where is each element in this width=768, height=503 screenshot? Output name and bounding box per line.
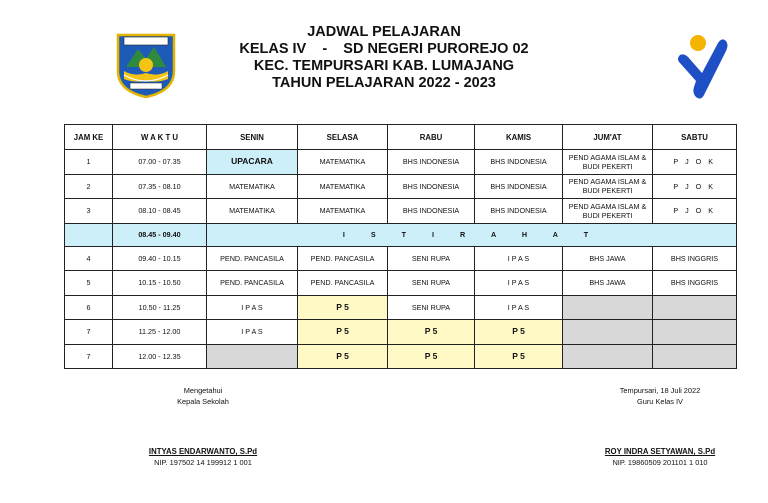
cell-sabtu: BHS INGGRIS <box>653 271 737 296</box>
table-row <box>65 320 737 345</box>
cell-time: 07.35 - 08.10 <box>113 174 207 199</box>
cell-rabu: SENI RUPA <box>388 246 475 271</box>
table-row <box>65 271 737 296</box>
sig-right-line2: Guru Kelas IV <box>636 397 683 406</box>
cell-senin: PEND. PANCASILA <box>207 246 298 271</box>
title-line-3: KEC. TEMPURSARI KAB. LUMAJANG <box>253 58 515 74</box>
cell-time: 07.00 - 07.35 <box>113 150 207 175</box>
cell-jumat: PEND AGAMA ISLAM & BUDI PEKERTI <box>563 199 653 224</box>
cell-jumat-empty <box>563 295 653 320</box>
col-header-senin: SENIN <box>207 125 298 150</box>
cell-rabu: SENI RUPA <box>388 271 475 296</box>
title-line-4: TAHUN PELAJARAN 2022 - 2023 <box>272 75 496 91</box>
headmaster-nip: NIP. 197502 14 199912 1 001 <box>154 458 252 467</box>
table-header-row <box>65 125 737 150</box>
sig-left-line1: Mengetahui <box>183 386 223 395</box>
table-row <box>65 246 737 271</box>
cell-jumat-empty <box>563 344 653 369</box>
cell-jumat: BHS JAWA <box>563 271 653 296</box>
cell-senin: PEND. PANCASILA <box>207 271 298 296</box>
cell-sabtu-empty <box>653 295 737 320</box>
cell-selasa: PEND. PANCASILA <box>298 246 388 271</box>
cell-jam: 6 <box>65 295 113 320</box>
schedule-table <box>64 124 737 369</box>
col-header-kamis: KAMIS <box>475 125 563 150</box>
cell-rabu: BHS INDONESIA <box>388 174 475 199</box>
cell-sabtu: P J O K <box>653 150 737 175</box>
cell-rabu: P 5 <box>388 320 475 345</box>
sig-right-line1: Tempursari, 18 Juli 2022 <box>619 386 701 395</box>
cell-jumat: PEND AGAMA ISLAM & BUDI PEKERTI <box>563 174 653 199</box>
cell-rabu: BHS INDONESIA <box>388 199 475 224</box>
col-header-selasa: SELASA <box>298 125 388 150</box>
table-row <box>65 344 737 369</box>
title-line-1: JADWAL PELAJARAN <box>307 24 461 40</box>
cell-kamis: BHS INDONESIA <box>475 174 563 199</box>
cell-senin: I P A S <box>207 320 298 345</box>
col-header-jumat: JUM'AT <box>563 125 653 150</box>
cell-kamis: I P A S <box>475 246 563 271</box>
signature-left-heading <box>118 385 288 407</box>
cell-selasa: P 5 <box>298 320 388 345</box>
title-line-2: KELAS IV - SD NEGERI PUROREJO 02 <box>239 41 529 57</box>
cell-time: 10.15 - 10.50 <box>113 271 207 296</box>
cell-kamis: P 5 <box>475 320 563 345</box>
cell-selasa: P 5 <box>298 344 388 369</box>
cell-time: 08.10 - 08.45 <box>113 199 207 224</box>
cell-kamis: BHS INDONESIA <box>475 150 563 175</box>
cell-senin: UPACARA <box>207 150 298 175</box>
cell-jam: 5 <box>65 271 113 296</box>
cell-kamis: I P A S <box>475 271 563 296</box>
signature-right-heading <box>575 385 745 407</box>
cell-sabtu-empty <box>653 344 737 369</box>
cell-time: 09.40 - 10.15 <box>113 246 207 271</box>
cell-rabu: BHS INDONESIA <box>388 150 475 175</box>
cell-jumat: BHS JAWA <box>563 246 653 271</box>
cell-jumat-empty <box>563 320 653 345</box>
cell-sabtu-empty <box>653 320 737 345</box>
cell-jam: 4 <box>65 246 113 271</box>
cell-kamis: I P A S <box>475 295 563 320</box>
cell-kamis: BHS INDONESIA <box>475 199 563 224</box>
teacher-nip: NIP. 19860509 201101 1 010 <box>612 458 708 467</box>
cell-jam: 7 <box>65 344 113 369</box>
cell-jam: 1 <box>65 150 113 175</box>
col-header-waktu: W A K T U <box>113 125 207 150</box>
cell-time: 12.00 - 12.35 <box>113 344 207 369</box>
break-label: I S T I R A H A T <box>207 223 737 246</box>
signature-left-block <box>118 446 288 468</box>
cell-selasa: PEND. PANCASILA <box>298 271 388 296</box>
cell-sabtu: BHS INGGRIS <box>653 246 737 271</box>
document-title <box>0 24 768 92</box>
cell-senin: MATEMATIKA <box>207 199 298 224</box>
table-row <box>65 150 737 175</box>
break-jam-cell <box>65 223 113 246</box>
cell-sabtu: P J O K <box>653 174 737 199</box>
break-time: 08.45 - 09.40 <box>113 223 207 246</box>
cell-jumat: PEND AGAMA ISLAM & BUDI PEKERTI <box>563 150 653 175</box>
cell-sabtu: P J O K <box>653 199 737 224</box>
cell-jam: 3 <box>65 199 113 224</box>
cell-time: 11.25 - 12.00 <box>113 320 207 345</box>
cell-selasa: MATEMATIKA <box>298 150 388 175</box>
teacher-name: ROY INDRA SETYAWAN, S.Pd <box>604 447 716 456</box>
cell-senin: MATEMATIKA <box>207 174 298 199</box>
col-header-jam: JAM KE <box>65 125 113 150</box>
cell-senin-empty <box>207 344 298 369</box>
cell-selasa: MATEMATIKA <box>298 174 388 199</box>
cell-rabu: P 5 <box>388 344 475 369</box>
cell-jam: 2 <box>65 174 113 199</box>
cell-time: 10.50 - 11.25 <box>113 295 207 320</box>
col-header-sabtu: SABTU <box>653 125 737 150</box>
table-row <box>65 295 737 320</box>
col-header-rabu: RABU <box>388 125 475 150</box>
signature-right-block <box>575 446 745 468</box>
headmaster-name: INTYAS ENDARWANTO, S.Pd <box>148 447 258 456</box>
cell-kamis: P 5 <box>475 344 563 369</box>
cell-rabu: SENI RUPA <box>388 295 475 320</box>
cell-jam: 7 <box>65 320 113 345</box>
cell-selasa: MATEMATIKA <box>298 199 388 224</box>
break-row <box>65 223 737 246</box>
sig-left-line2: Kepala Sekolah <box>177 397 229 406</box>
table-row <box>65 199 737 224</box>
table-row <box>65 174 737 199</box>
cell-selasa: P 5 <box>298 295 388 320</box>
cell-senin: I P A S <box>207 295 298 320</box>
